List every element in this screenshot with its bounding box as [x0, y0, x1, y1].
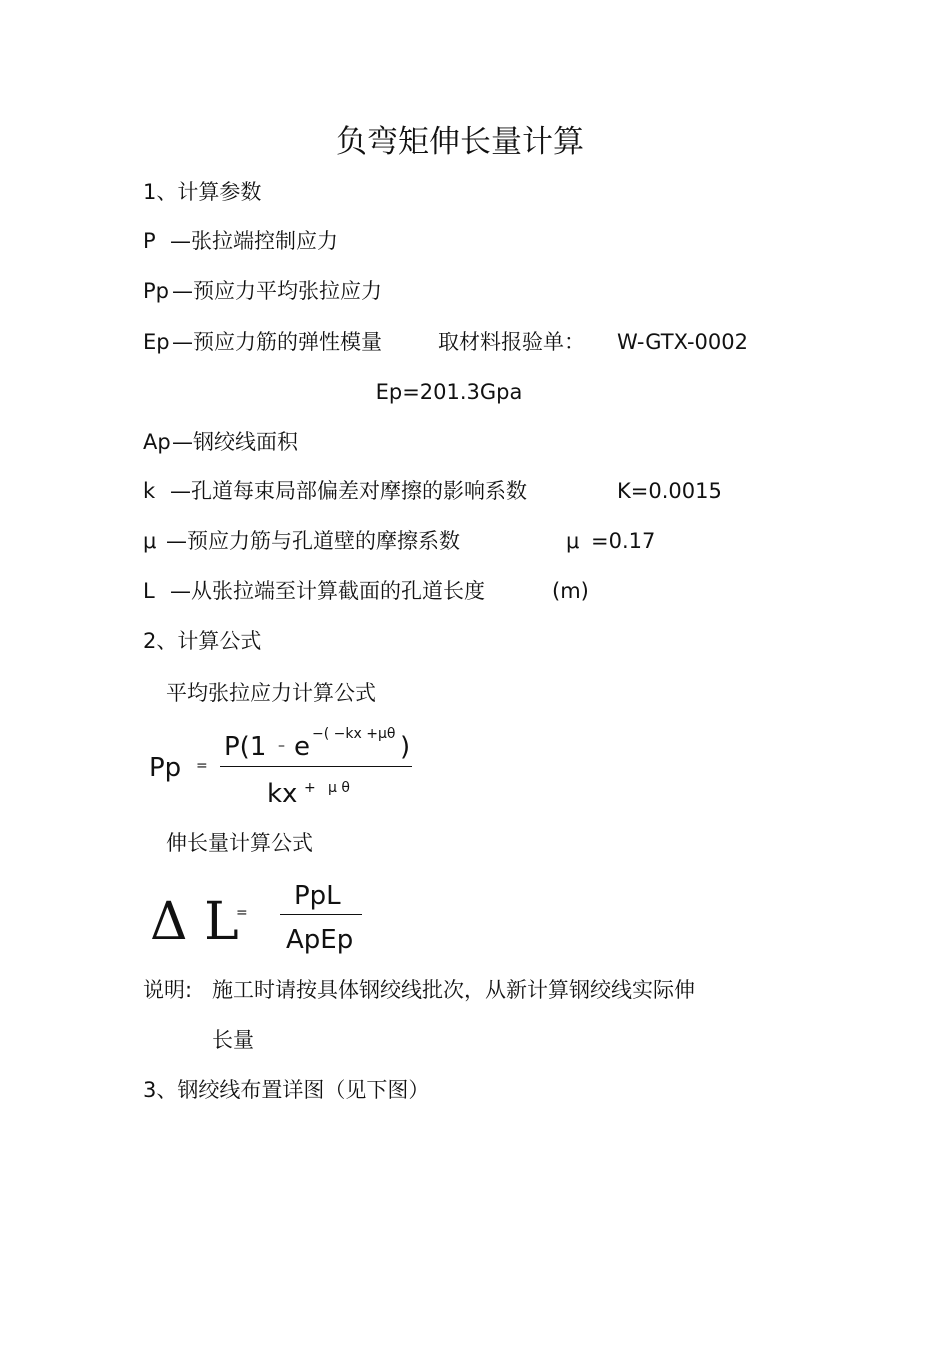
section2-heading: 2、计算公式	[143, 629, 262, 653]
param-ep-source: 取材料报验单：	[438, 330, 585, 354]
formula1-label: 平均张拉应力计算公式	[166, 681, 376, 705]
formula1-numerator-main: P(1	[224, 732, 267, 762]
formula2-lhs: Δ L	[150, 892, 239, 952]
param-l-unit: (m)	[552, 579, 589, 603]
param-p-desc: —张拉端控制应力	[170, 229, 338, 253]
param-ep-symbol: Ep	[143, 330, 170, 354]
formula1-denominator-main: kx	[267, 779, 298, 809]
param-mu-value: =0.17	[591, 529, 656, 553]
page-title: 负弯矩伸长量计算	[336, 124, 584, 160]
formula2-denominator: ApEp	[286, 925, 354, 955]
formula2-numerator: PpL	[294, 881, 341, 911]
param-ep-desc: —预应力筋的弹性模量	[172, 330, 382, 354]
formula1-exponent: −( −kx +μθ	[312, 726, 396, 742]
param-l-symbol: L	[143, 579, 155, 603]
section3-heading: 3、钢绞线布置详图（见下图）	[143, 1078, 430, 1102]
param-mu-symbol: μ	[143, 529, 157, 553]
param-k-desc: —孔道每束局部偏差对摩擦的影响系数	[170, 479, 527, 503]
note-line-1: 施工时请按具体钢绞线批次，从新计算钢绞线实际伸	[212, 978, 695, 1002]
formula2-label: 伸长量计算公式	[166, 831, 313, 855]
param-l-desc: —从张拉端至计算截面的孔道长度	[170, 579, 485, 603]
note-label: 说明:	[143, 978, 193, 1002]
formula1-denominator-rest: μ θ	[328, 780, 350, 796]
param-p-symbol: P	[143, 229, 156, 253]
formula2-equals: =	[236, 905, 248, 921]
param-k-symbol: k	[143, 479, 156, 503]
param-ap-desc: —钢绞线面积	[172, 430, 298, 454]
param-mu-desc: —预应力筋与孔道壁的摩擦系数	[166, 529, 460, 553]
formula1-denominator-plus: +	[304, 780, 316, 796]
param-k-value: K=0.0015	[617, 479, 722, 503]
formula2-fraction-bar	[280, 914, 362, 915]
param-ap-symbol: Ap	[143, 430, 171, 454]
formula1-numerator-e: e	[294, 732, 310, 762]
param-pp-desc: —预应力平均张拉应力	[172, 279, 382, 303]
formula1-lhs: Pp	[149, 753, 182, 783]
formula1-numerator-close: )	[400, 732, 411, 762]
param-mu-value-symbol: μ	[566, 529, 580, 553]
param-ep-code: W-GTX-0002	[617, 330, 748, 354]
formula1-numerator-minus: –	[278, 738, 285, 754]
formula1-equals: =	[196, 758, 208, 774]
note-line-2: 长量	[212, 1028, 254, 1052]
param-ep-value: Ep=201.3Gpa	[375, 380, 523, 404]
formula1-fraction-bar	[220, 766, 412, 767]
param-pp-symbol: Pp	[143, 279, 169, 303]
section1-heading: 1、计算参数	[143, 180, 262, 204]
